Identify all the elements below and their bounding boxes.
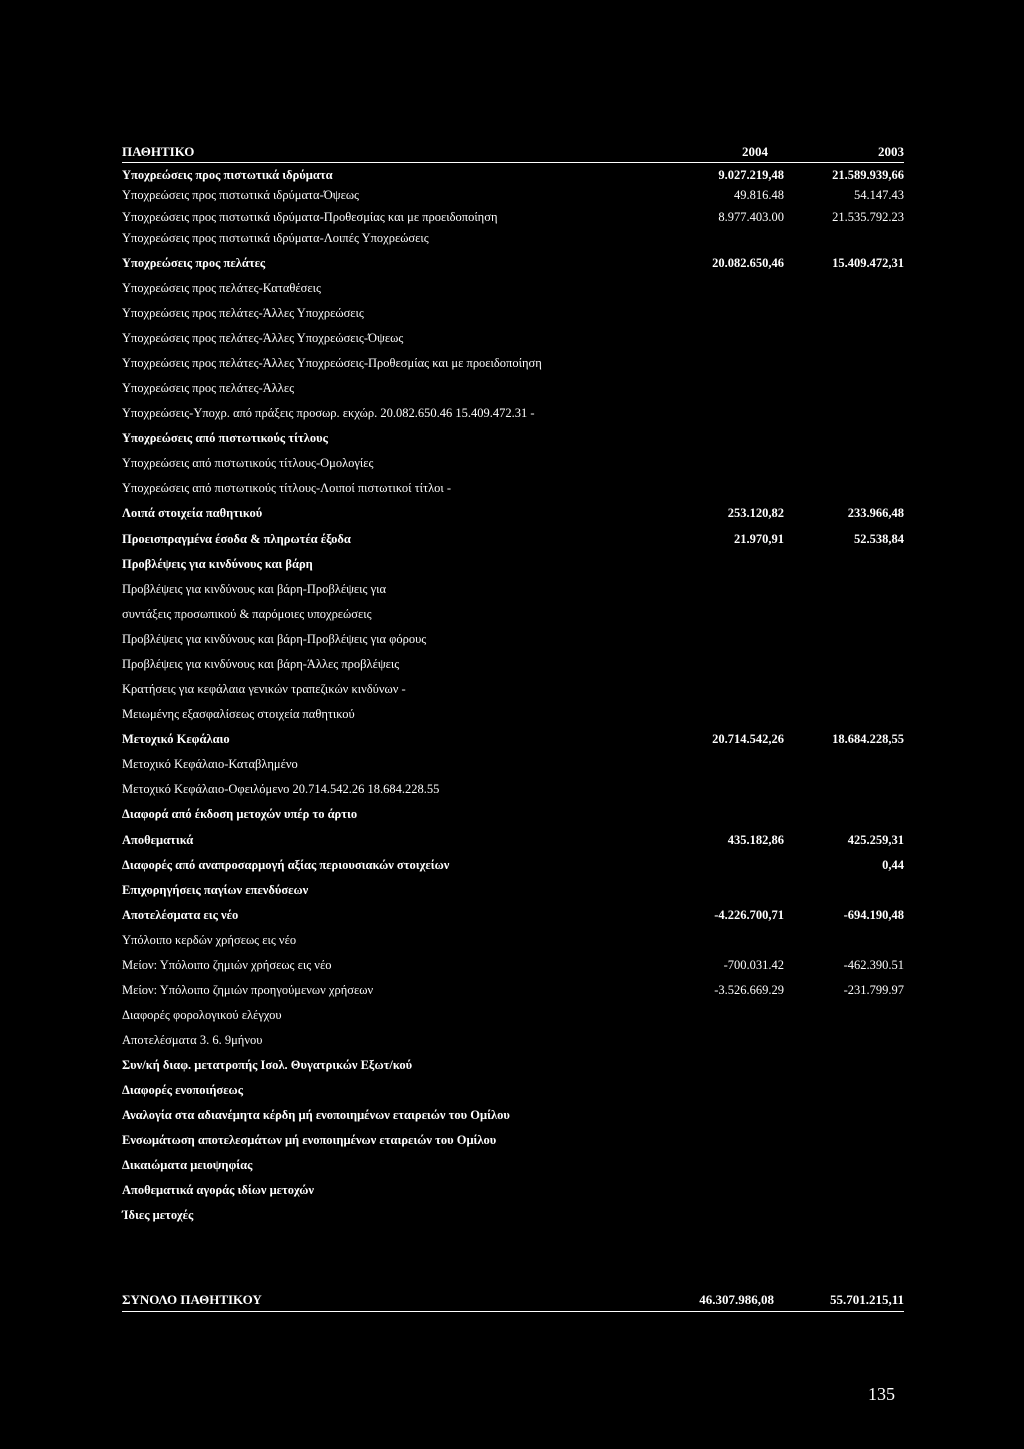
row-label: Μείον: Υπόλοιπο ζημιών προηγούμενων χρήσεων — [122, 983, 374, 997]
value-2003: 21.535.792.23 — [832, 210, 904, 224]
table-row — [122, 503, 262, 523]
table-row — [122, 604, 372, 624]
table-row — [122, 1155, 252, 1175]
table-row — [122, 629, 426, 649]
row-label: Μείον: Υπόλοιπο ζημιών χρήσεως εις νέο — [122, 958, 332, 972]
row-label: Επιχορηγήσεις παγίων επενδύσεων — [122, 883, 309, 897]
table-row — [122, 165, 333, 185]
value-2004: 21.970,91 — [734, 532, 784, 546]
row-label: Αποτελέσματα εις νέο — [122, 908, 239, 922]
value-2004: 20.714.542,26 — [712, 732, 784, 746]
row-label: Προβλέψεις για κινδύνους και βάρη-Προβλέψεις για φόρους — [122, 632, 427, 646]
row-label: Συν/κή διαφ. μετατροπής Ισολ. Θυγατρικών Εξωτ/κού — [122, 1058, 413, 1072]
value-2004: -3.526.669.29 — [714, 983, 784, 997]
value-2004: 8.977.403.00 — [718, 210, 784, 224]
row-label: Αποτελέσματα 3. 6. 9μήνου — [122, 1033, 263, 1047]
table-row — [122, 704, 355, 724]
row-label: Υποχρεώσεις προς πιστωτικά ιδρύματα-Λοιπές Υποχρεώσεις — [122, 231, 429, 245]
page-number: 135 — [868, 1384, 895, 1404]
row-label: Αποθεματικά αγοράς ιδίων μετοχών — [122, 1183, 315, 1197]
value-2004: -4.226.700,71 — [714, 908, 784, 922]
table-row — [122, 529, 351, 549]
total-label: ΣΥΝΟΛΟ ΠΑΘΗΤΙΚΟΥ — [122, 1292, 262, 1307]
year-2003: 2003 — [878, 144, 904, 159]
table-row — [122, 185, 359, 205]
value-2003: 15.409.472,31 — [832, 256, 904, 270]
table-row — [122, 428, 328, 448]
row-label: Υποχρεώσεις προς πιστωτικά ιδρύματα-Προθεσμίας και με προειδοποίηση — [122, 210, 498, 224]
table-row — [122, 905, 238, 925]
table-row — [122, 453, 374, 473]
value-2003: 0,44 — [882, 858, 904, 872]
row-label: Διαφορά από έκδοση μετοχών υπέρ το άρτιο — [122, 807, 358, 821]
value-2004: 435.182,86 — [727, 833, 784, 847]
table-row — [122, 930, 296, 950]
value-2003: 54.147.43 — [854, 188, 904, 202]
value-2004: 9.027.219,48 — [718, 168, 784, 182]
total-2003: 55.701.215,11 — [829, 1292, 904, 1307]
row-label: Διαφορές ενοποιήσεως — [122, 1083, 243, 1097]
table-row — [122, 1180, 314, 1200]
row-label: Υποχρεώσεις προς πιστωτικά ιδρύματα-Όψεως — [122, 188, 360, 202]
table-header — [122, 142, 904, 163]
table-row — [122, 880, 308, 900]
value-2003: 425.259,31 — [847, 833, 904, 847]
table-row — [122, 980, 373, 1000]
row-label: Προβλέψεις για κινδύνους και βάρη-Προβλέψεις για — [122, 582, 387, 596]
table-row — [122, 955, 331, 975]
row-label: Υποχρεώσεις προς πελάτες-Άλλες — [122, 381, 295, 395]
table-row — [122, 804, 357, 824]
table-row — [122, 228, 429, 248]
row-label: Υπόλοιπο κερδών χρήσεως εις νέο — [122, 933, 297, 947]
table-row — [122, 303, 364, 323]
value-2003: -694.190,48 — [843, 908, 904, 922]
table-row — [122, 403, 534, 423]
row-label: Μετοχικό Κεφάλαιο-Οφειλόμενο 20.714.542.26 18.684.228.55 — [122, 782, 440, 796]
table-row — [122, 754, 298, 774]
row-label: Μετοχικό Κεφάλαιο — [122, 732, 230, 746]
value-2004: 20.082.650,46 — [712, 256, 784, 270]
table-row — [122, 1205, 193, 1225]
section-title: ΠΑΘΗΤΙΚΟ — [122, 144, 195, 159]
table-row — [122, 1130, 496, 1150]
row-label: Ενσωμάτωση αποτελεσμάτων μή ενοποιημένων εταιρειών του Ομίλου — [122, 1133, 497, 1147]
row-label: Προεισπραγμένα έσοδα & πληρωτέα έξοδα — [122, 532, 351, 546]
table-row — [122, 353, 542, 373]
table-row — [122, 1005, 282, 1025]
row-label: Υποχρεώσεις από πιστωτικούς τίτλους-Ομολογίες — [122, 456, 374, 470]
value-2004: -700.031.42 — [723, 958, 784, 972]
table-row — [122, 554, 313, 574]
row-label: Υποχρεώσεις από πιστωτικούς τίτλους — [122, 431, 328, 445]
value-2003: 18.684.228,55 — [832, 732, 904, 746]
total-2004: 46.307.986,08 — [699, 1292, 774, 1307]
table-row — [122, 1080, 243, 1100]
table-row — [122, 1055, 412, 1075]
row-label: Διαφορές φορολογικού ελέγχου — [122, 1008, 282, 1022]
table-row — [122, 328, 403, 348]
value-2003: 233.966,48 — [847, 506, 904, 520]
row-label: Υποχρεώσεις προς πελάτες-Άλλες Υποχρεώσεις-Προθεσμίας και με προειδοποίηση — [122, 356, 542, 370]
table-row — [122, 207, 498, 227]
row-label: Υποχρεώσεις προς πιστωτικά ιδρύματα — [122, 168, 333, 182]
table-row — [122, 253, 265, 273]
table-row — [122, 378, 294, 398]
value-2003: 21.589.939,66 — [832, 168, 904, 182]
row-label: Ίδιες μετοχές — [122, 1208, 194, 1222]
row-label: Υποχρεώσεις από πιστωτικούς τίτλους-Λοιποί πιστωτικοί τίτλοι - — [122, 481, 452, 495]
row-label: συντάξεις προσωπικού & παρόμοιες υποχρεώσεις — [122, 607, 372, 621]
row-label: Διαφορές από αναπροσαρμογή αξίας περιουσιακών στοιχείων — [122, 858, 450, 872]
value-2004: 49.816.48 — [734, 188, 784, 202]
row-label: Λοιπά στοιχεία παθητικού — [122, 506, 263, 520]
row-label: Μετοχικό Κεφάλαιο-Καταβλημένο — [122, 757, 298, 771]
row-label: Προβλέψεις για κινδύνους και βάρη — [122, 557, 313, 571]
row-label: Υποχρεώσεις προς πελάτες-Άλλες Υποχρεώσεις-Όψεως — [122, 331, 404, 345]
table-row — [122, 478, 451, 498]
table-row — [122, 779, 439, 799]
table-row — [122, 654, 399, 674]
table-row — [122, 1030, 262, 1050]
year-2004: 2004 — [742, 144, 768, 159]
value-2004: 253.120,82 — [727, 506, 784, 520]
total-row — [122, 1289, 904, 1312]
row-label: Προβλέψεις για κινδύνους και βάρη-Άλλες προβλέψεις — [122, 657, 400, 671]
table-row — [122, 855, 449, 875]
row-label: Αποθεματικά — [122, 833, 194, 847]
table-row — [122, 579, 386, 599]
row-label: Υποχρεώσεις προς πελάτες — [122, 256, 266, 270]
row-label: Μειωμένης εξασφαλίσεως στοιχεία παθητικού — [122, 707, 355, 721]
table-row — [122, 830, 193, 850]
value-2003: 52.538,84 — [854, 532, 904, 546]
row-label: Υποχρεώσεις προς πελάτες-Καταθέσεις — [122, 281, 321, 295]
table-row — [122, 679, 406, 699]
row-label: Υποχρεώσεις προς πελάτες-Άλλες Υποχρεώσεις — [122, 306, 364, 320]
value-2003: -462.390.51 — [843, 958, 904, 972]
table-row — [122, 729, 230, 749]
table-row — [122, 1105, 510, 1125]
row-label: Κρατήσεις για κεφάλαια γενικών τραπεζικών κινδύνων - — [122, 682, 406, 696]
row-label: Αναλογία στα αδιανέμητα κέρδη μή ενοποιημένων εταιρειών του Ομίλου — [122, 1108, 510, 1122]
value-2003: -231.799.97 — [843, 983, 904, 997]
row-label: Δικαιώματα μειοψηφίας — [122, 1158, 253, 1172]
table-row — [122, 278, 321, 298]
row-label: Υποχρεώσεις-Υποχρ. από πράξεις προσωρ. εκχώρ. 20.082.650.46 15.409.472.31 - — [122, 406, 535, 420]
